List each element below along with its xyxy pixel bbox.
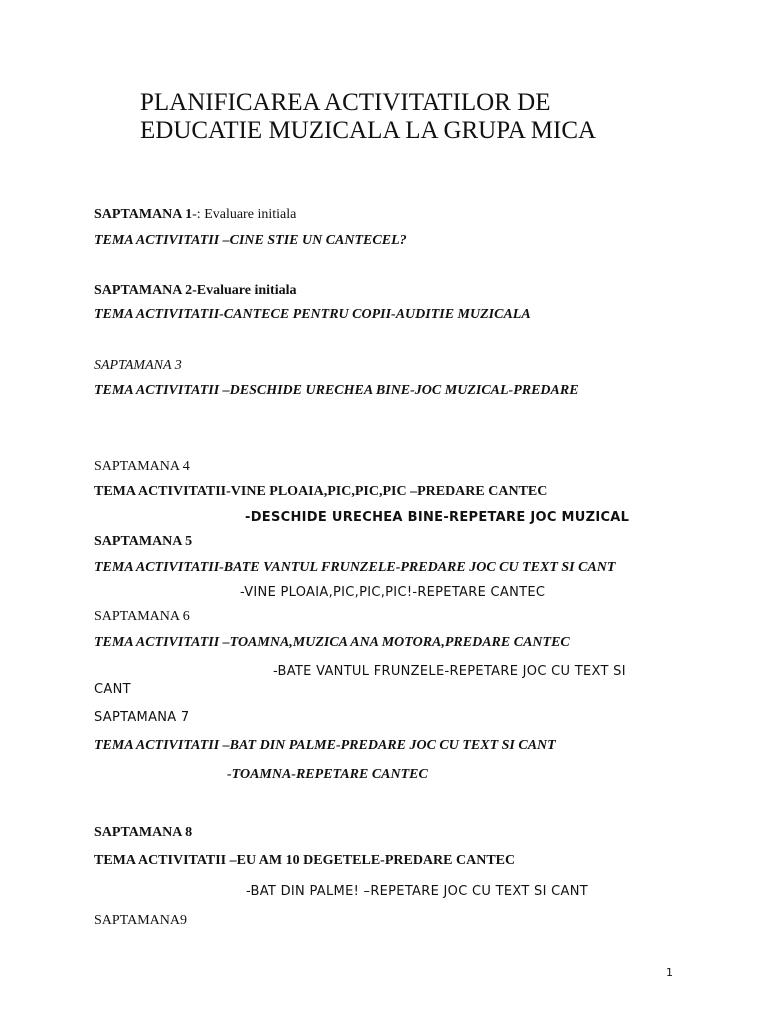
document-title-line-1: PLANIFICAREA ACTIVITATILOR DE (140, 89, 551, 116)
week-4-heading: SAPTAMANA 4 (94, 459, 190, 474)
week-2-heading: SAPTAMANA 2-Evaluare initiala (94, 283, 297, 298)
week-3-theme: TEMA ACTIVITATII –DESCHIDE URECHEA BINE-JOC MUZICAL-PREDARE (94, 383, 579, 398)
week-7-continuation: -TOAMNA-REPETARE CANTEC (227, 767, 428, 782)
week-6-continuation-wrap: CANT (94, 682, 131, 697)
week-1-label: SAPTAMANA 1 (94, 207, 193, 222)
week-7-heading: SAPTAMANA 7 (94, 710, 190, 725)
week-6-theme: TEMA ACTIVITATII –TOAMNA,MUZICA ANA MOTORA,PREDARE CANTEC (94, 635, 570, 650)
week-5-heading: SAPTAMANA 5 (94, 534, 193, 549)
week-9-heading: SAPTAMANA9 (94, 913, 188, 928)
week-4-theme: TEMA ACTIVITATII-VINE PLOAIA,PIC,PIC,PIC –PREDARE CANTEC (94, 484, 548, 499)
week-4-continuation: -DESCHIDE URECHEA BINE-REPETARE JOC MUZICAL (245, 510, 630, 525)
week-1-heading (94, 207, 296, 223)
week-8-theme: TEMA ACTIVITATII –EU AM 10 DEGETELE-PREDARE CANTEC (94, 853, 516, 868)
week-1-theme: TEMA ACTIVITATII –CINE STIE UN CANTECEL? (94, 233, 407, 248)
week-6-continuation: -BATE VANTUL FRUNZELE-REPETARE JOC CU TEXT SI (273, 664, 626, 679)
week-7-theme: TEMA ACTIVITATII –BAT DIN PALME-PREDARE JOC CU TEXT SI CANT (94, 738, 556, 753)
week-6-heading: SAPTAMANA 6 (94, 609, 190, 624)
week-3-heading: SAPTAMANA 3 (94, 358, 182, 373)
page-number: 1 (666, 966, 673, 979)
week-5-theme: TEMA ACTIVITATII-BATE VANTUL FRUNZELE-PREDARE JOC CU TEXT SI CANT (94, 560, 616, 575)
week-8-heading: SAPTAMANA 8 (94, 825, 193, 840)
week-5-continuation: -VINE PLOAIA,PIC,PIC,PIC!-REPETARE CANTEC (240, 585, 546, 600)
document-title-line-2: EDUCATIE MUZICALA LA GRUPA MICA (140, 117, 597, 144)
week-8-continuation: -BAT DIN PALME! –REPETARE JOC CU TEXT SI CANT (246, 884, 588, 899)
week-2-theme: TEMA ACTIVITATII-CANTECE PENTRU COPII-AUDITIE MUZICALA (94, 307, 531, 322)
week-1-subtitle: -: Evaluare initiala (192, 207, 297, 222)
